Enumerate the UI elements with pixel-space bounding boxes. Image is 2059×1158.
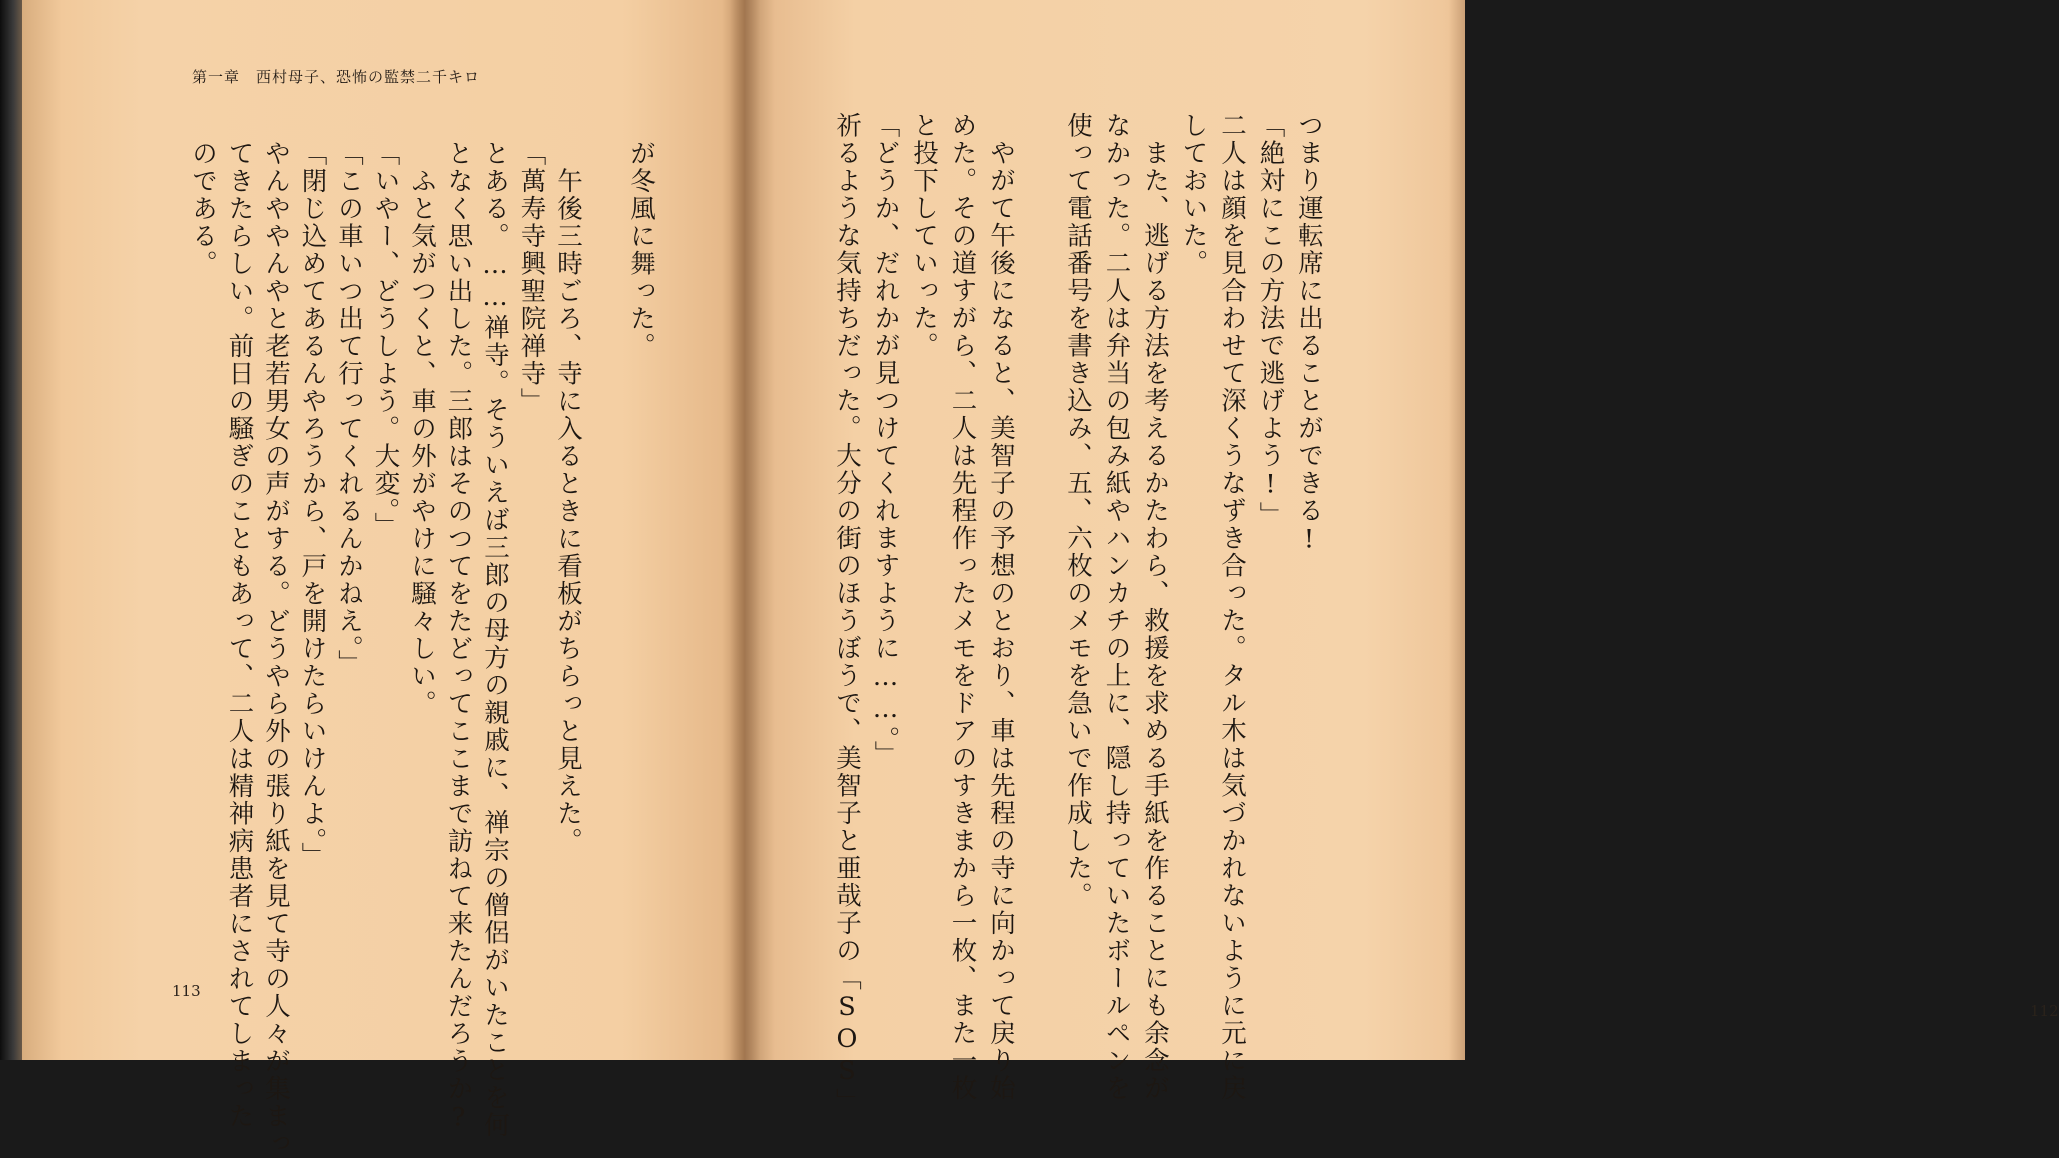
text-column: やんややんやと老若男女の声がする。どうやら外の張り紙を見て寺の人々が集まっ: [261, 140, 291, 1158]
text-column: しておいた。: [1178, 112, 1209, 277]
running-header: 第一章 西村母子、恐怖の監禁二千キロ: [192, 68, 481, 86]
text-column: ふと気がつくと、車の外がやけに騒々しい。: [407, 140, 437, 718]
text-column: 午後三時ごろ、寺に入るときに看板がちらっと見えた。: [553, 140, 583, 855]
text-column: めた。その道すがら、二人は先程作ったメモをドアのすきまから一枚、また一枚: [947, 112, 978, 1102]
text-column: 二人は顔を見合わせて深くうなずき合った。タル木は気づかれないように元に戻: [1217, 112, 1247, 1102]
text-column: また、逃げる方法を考えるかたわら、救援を求める手紙を作ることにも余念が: [1140, 112, 1170, 1102]
text-column: 「萬寿寺興聖院禅寺」: [516, 140, 547, 415]
text-column: 祈るような気持ちだった。大分の街のほうぼうで、美智子と亜哉子の「SOS」: [832, 112, 862, 1116]
text-column: となく思い出した。三郎はそのつてをたどってここまで訪ねて来たんだろうか?: [443, 140, 474, 1135]
left-page: [22, 0, 745, 1158]
text-column: なかった。二人は弁当の包み紙やハンカチの上に、隠し持っていたボールペンを: [1101, 112, 1132, 1102]
text-column: 「絶対にこの方法で逃げよう!」: [1255, 112, 1286, 529]
page-number-left: 113: [172, 982, 201, 1000]
text-column: 「いやー、どうしよう。大変。」: [370, 140, 401, 540]
text-column: と投下していった。: [909, 112, 939, 360]
right-page: [745, 0, 2059, 1116]
book-cover-edge: [0, 0, 22, 1060]
text-column: つまり運転席に出ることができる!: [1294, 112, 1324, 557]
text-column: 「この車いつ出て行ってくれるんかねえ。」: [334, 140, 364, 678]
text-column: が冬風に舞った。: [626, 140, 656, 360]
text-column: やがて午後になると、美智子の予想のとおり、車は先程の寺に向かって戻り始: [986, 112, 1016, 1102]
text-column: のである。: [188, 140, 218, 278]
text-column: てきたらしい。前日の騒ぎのこともあって、二人は精神病患者にされてしまった: [224, 140, 255, 1130]
text-column: とある。……禅寺。そういえば三郎の母方の親戚に、禅宗の僧侶がいたことを何: [480, 140, 510, 1139]
page-edge: [1449, 0, 1465, 1060]
text-column: 「どうか、だれかが見つけてくれますように……。」: [870, 112, 901, 769]
page-number-right: 112: [2030, 1002, 2059, 1020]
text-column: 使って電話番号を書き込み、五、六枚のメモを急いで作成した。: [1063, 112, 1093, 910]
text-column: 「閉じ込めてあるんやろうから、戸を開けたらいけんよ。」: [297, 140, 328, 870]
